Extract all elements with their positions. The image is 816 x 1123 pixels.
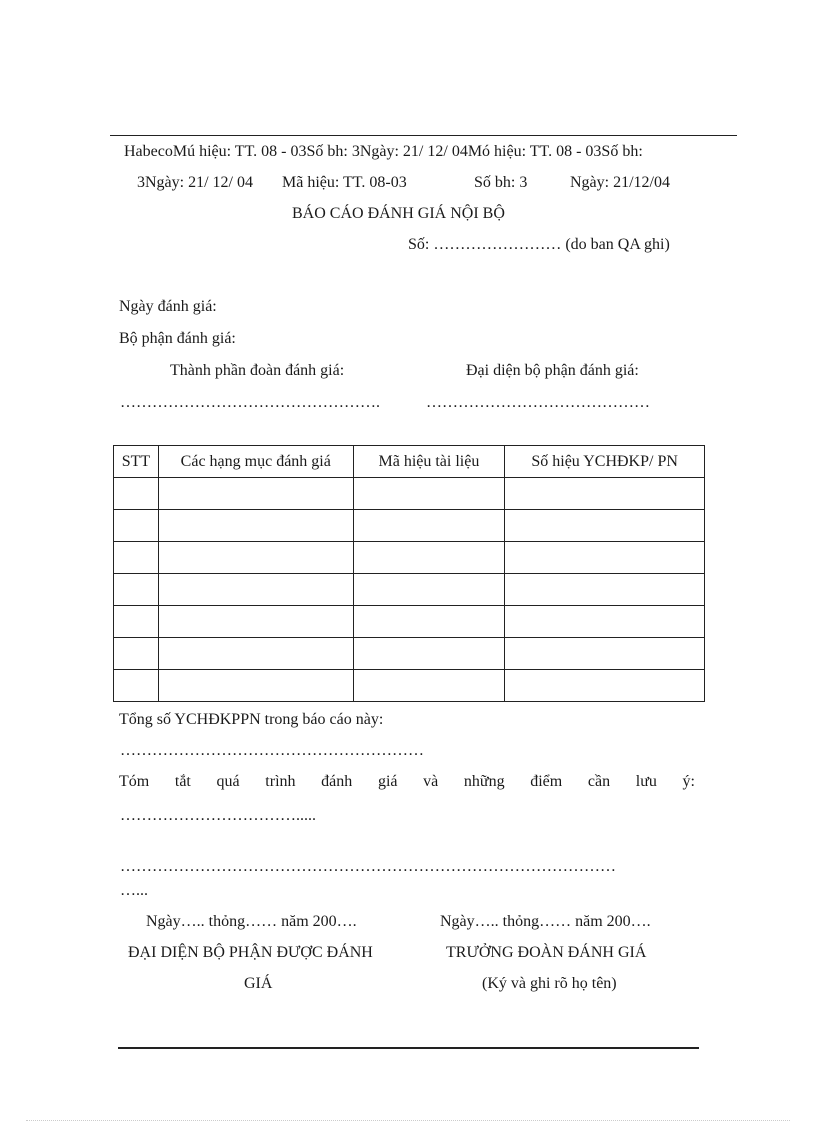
header-issue-date: Ngày: 21/12/04 — [570, 174, 670, 191]
table-cell[interactable] — [353, 638, 505, 670]
table-row — [114, 638, 705, 670]
column-header-car-number: Số hiệu YCHĐKP/ PN — [505, 446, 705, 478]
table-cell[interactable] — [353, 542, 505, 574]
table-cell[interactable] — [505, 542, 705, 574]
column-header-stt: STT — [114, 446, 159, 478]
summary-notes-word: điểm — [530, 773, 563, 790]
table-cell[interactable] — [505, 510, 705, 542]
table-cell[interactable] — [158, 670, 353, 702]
table-cell[interactable] — [505, 670, 705, 702]
audited-department-label: Bộ phận đánh giá: — [119, 330, 236, 347]
table-cell[interactable] — [353, 670, 505, 702]
audit-team-label: Thành phần đoàn đánh giá: — [170, 362, 345, 379]
table-cell[interactable] — [158, 638, 353, 670]
table-cell[interactable] — [505, 638, 705, 670]
table-cell[interactable] — [158, 606, 353, 638]
document-title: BÁO CÁO ĐÁNH GIÁ NỘI BỘ — [292, 205, 505, 222]
header-document-code: Mã hiệu: TT. 08-03 — [282, 174, 407, 191]
table-body — [114, 478, 705, 702]
summary-notes-word: đánh — [321, 773, 353, 790]
right-signature-note: (Ký và ghi rõ họ tên) — [482, 975, 617, 992]
total-car-label: Tổng số YCHĐKPPN trong báo cáo này: — [119, 711, 384, 728]
header-top-rule — [110, 135, 737, 136]
column-header-document-code: Mã hiệu tài liệu — [353, 446, 505, 478]
table-cell[interactable] — [114, 478, 159, 510]
table-cell[interactable] — [114, 606, 159, 638]
report-number-line: Số: …………………… (do ban QA ghi) — [408, 236, 670, 253]
audit-items-table — [113, 445, 705, 702]
total-car-dots: ………………………………………………… — [120, 742, 424, 759]
summary-notes-word: tắt — [174, 773, 191, 790]
summary-notes-word: ý: — [682, 773, 695, 790]
left-signature-title-cont: GIÁ — [244, 975, 273, 992]
header-line-2-date: 3Ngày: 21/ 12/ 04 — [137, 174, 253, 191]
table-row — [114, 606, 705, 638]
table-cell[interactable] — [114, 574, 159, 606]
summary-notes-word: trình — [265, 773, 296, 790]
summary-notes-word: và — [423, 773, 439, 790]
summary-notes-word: quá — [216, 773, 240, 790]
table-cell[interactable] — [353, 574, 505, 606]
department-rep-dots: …………………………………… — [426, 394, 650, 411]
summary-notes-word: cần — [587, 773, 611, 790]
page-bottom-dotted-line — [26, 1120, 790, 1121]
table-cell[interactable] — [505, 574, 705, 606]
table-row — [114, 574, 705, 606]
summary-notes-word: Tóm — [119, 773, 150, 790]
summary-notes-word: giá — [377, 773, 398, 790]
table-header-row — [114, 446, 705, 478]
footer-rule — [118, 1047, 699, 1049]
table-cell[interactable] — [158, 478, 353, 510]
department-rep-label: Đại diện bộ phận đánh giá: — [466, 362, 639, 379]
summary-notes-label — [119, 773, 695, 791]
table-cell[interactable] — [353, 510, 505, 542]
summary-notes-dots-3: …... — [120, 882, 148, 899]
audit-team-dots: …………………………………………. — [120, 394, 380, 411]
audit-date-label: Ngày đánh giá: — [119, 298, 217, 315]
summary-notes-dots-1: ……………………………..... — [120, 807, 316, 824]
table-cell[interactable] — [353, 478, 505, 510]
header-line-1: HabecoMú hiệu: TT. 08 - 03Số bh: 3Ngày: 21/ 12/ 04Mó hiệu: TT. 08 - 03Số bh: — [124, 143, 643, 160]
left-signature-date: Ngày….. thỏng…… năm 200…. — [146, 913, 357, 930]
table-row — [114, 510, 705, 542]
table-cell[interactable] — [114, 542, 159, 574]
table-cell[interactable] — [114, 638, 159, 670]
left-signature-title: ĐẠI DIỆN BỘ PHẬN ĐƯỢC ĐÁNH — [128, 944, 373, 961]
table-cell[interactable] — [505, 478, 705, 510]
table-cell[interactable] — [353, 606, 505, 638]
summary-notes-word: lưu — [635, 773, 657, 790]
column-header-audit-items: Các hạng mục đánh giá — [158, 446, 353, 478]
table-row — [114, 478, 705, 510]
table-row — [114, 670, 705, 702]
table-cell[interactable] — [114, 670, 159, 702]
table-cell[interactable] — [505, 606, 705, 638]
table-cell[interactable] — [114, 510, 159, 542]
right-signature-title: TRƯỞNG ĐOÀN ĐÁNH GIÁ — [446, 944, 647, 961]
table-cell[interactable] — [158, 574, 353, 606]
table-cell[interactable] — [158, 542, 353, 574]
summary-notes-dots-2: ………………………………………………………………………………… — [120, 858, 616, 875]
right-signature-date: Ngày….. thỏng…… năm 200…. — [440, 913, 651, 930]
table-cell[interactable] — [158, 510, 353, 542]
header-revision: Số bh: 3 — [474, 174, 528, 191]
summary-notes-word: những — [463, 773, 505, 790]
table-row — [114, 542, 705, 574]
